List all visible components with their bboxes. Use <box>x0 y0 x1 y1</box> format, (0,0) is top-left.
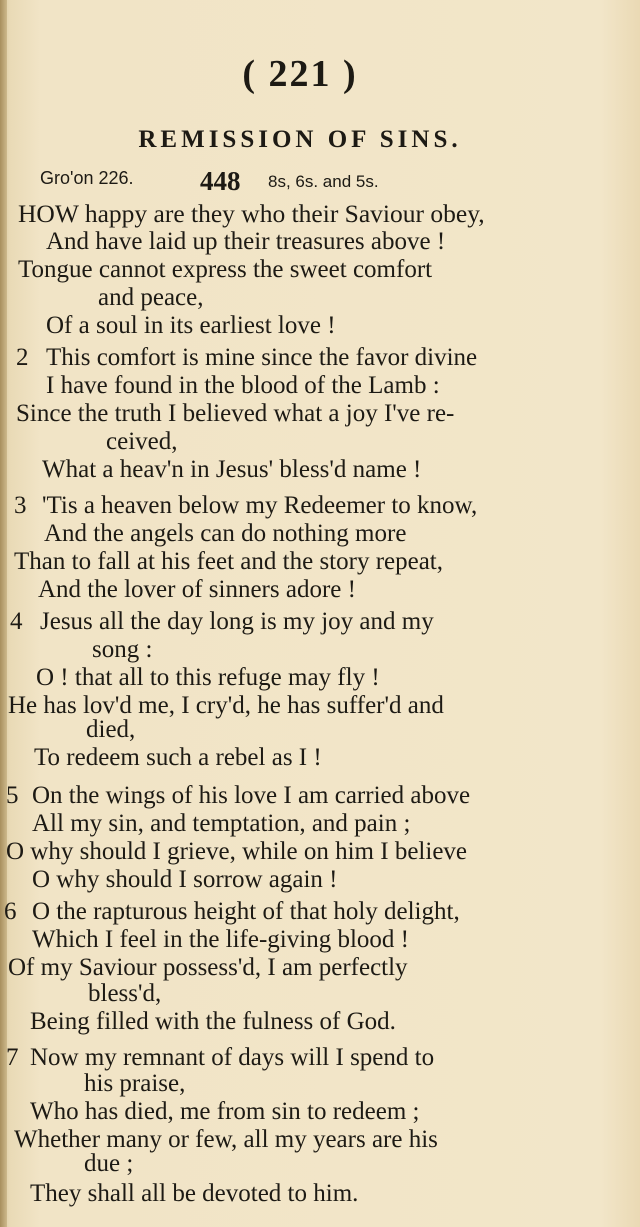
verse-line: ceived, <box>106 428 178 455</box>
verse-line: O the rapturous height of that holy delight, <box>32 898 460 925</box>
verse-line: And the angels can do nothing more <box>44 520 407 547</box>
verse-line: He has lov'd me, I cry'd, he has suffer'd and <box>8 692 444 719</box>
verse-line: Of a soul in its earliest love ! <box>46 312 336 339</box>
verse-line: Than to fall at his feet and the story repeat, <box>14 548 444 575</box>
verse-line: died, <box>86 716 136 743</box>
page-number: ( 221 ) <box>242 53 358 95</box>
verse-line: 'Tis a heaven below my Redeemer to know, <box>42 492 478 519</box>
verse-line: HOW happy are they who their Saviour obey, <box>18 199 485 228</box>
verse-line: Of my Saviour possess'd, I am perfectly <box>8 954 408 981</box>
section-heading: REMISSION OF SINS. <box>138 126 462 153</box>
verse-line: Being filled with the fulness of God. <box>30 1008 396 1035</box>
verse-line: Since the truth I believed what a joy I've re- <box>16 400 455 427</box>
verse-line: To redeem such a rebel as I ! <box>34 744 322 771</box>
verse-line: due ; <box>84 1150 134 1177</box>
verse-line: What a heav'n in Jesus' bless'd name ! <box>42 456 422 483</box>
hymn-meter: 8s, 6s. and 5s. <box>268 172 379 191</box>
verse-line: Which I feel in the life-giving blood ! <box>32 926 409 953</box>
verse-number: 4 <box>10 608 23 635</box>
verse-line: O why should I grieve, while on him I believe <box>6 838 468 865</box>
verse-line: This comfort is mine since the favor divine <box>46 344 478 371</box>
verse-line: Jesus all the day long is my joy and my <box>40 608 434 635</box>
verse-line: I have found in the blood of the Lamb : <box>46 372 440 399</box>
verse-line: Who has died, me from sin to redeem ; <box>30 1098 420 1125</box>
verse-line: O why should I sorrow again ! <box>32 866 338 893</box>
hymn-number: 448 <box>200 166 241 196</box>
verse-line: Whether many or few, all my years are his <box>14 1126 438 1153</box>
tune-name: Gro'on 226. <box>40 168 134 188</box>
verse-line: bless'd, <box>88 980 162 1007</box>
verse-line: O ! that all to this refuge may fly ! <box>36 664 380 691</box>
verse-number: 2 <box>16 344 29 371</box>
verse-line: song : <box>92 636 153 663</box>
verse-number: 6 <box>4 898 17 925</box>
verse-line: and peace, <box>98 284 204 311</box>
verse-line: Now my remnant of days will I spend to <box>30 1044 435 1071</box>
verse-number: 7 <box>6 1044 19 1071</box>
verse-line: Tongue cannot express the sweet comfort <box>18 256 433 283</box>
verse-line: On the wings of his love I am carried above <box>32 782 471 809</box>
verse-line: And have laid up their treasures above ! <box>46 228 446 255</box>
page-binding-edge <box>0 0 7 1227</box>
verse-line: his praise, <box>84 1070 186 1097</box>
verse-number: 3 <box>14 492 27 519</box>
verse-number: 5 <box>6 782 19 809</box>
verse-line: All my sin, and temptation, and pain ; <box>32 810 411 837</box>
verse-line: They shall all be devoted to him. <box>30 1180 359 1207</box>
verse-line: And the lover of sinners adore ! <box>38 576 356 603</box>
